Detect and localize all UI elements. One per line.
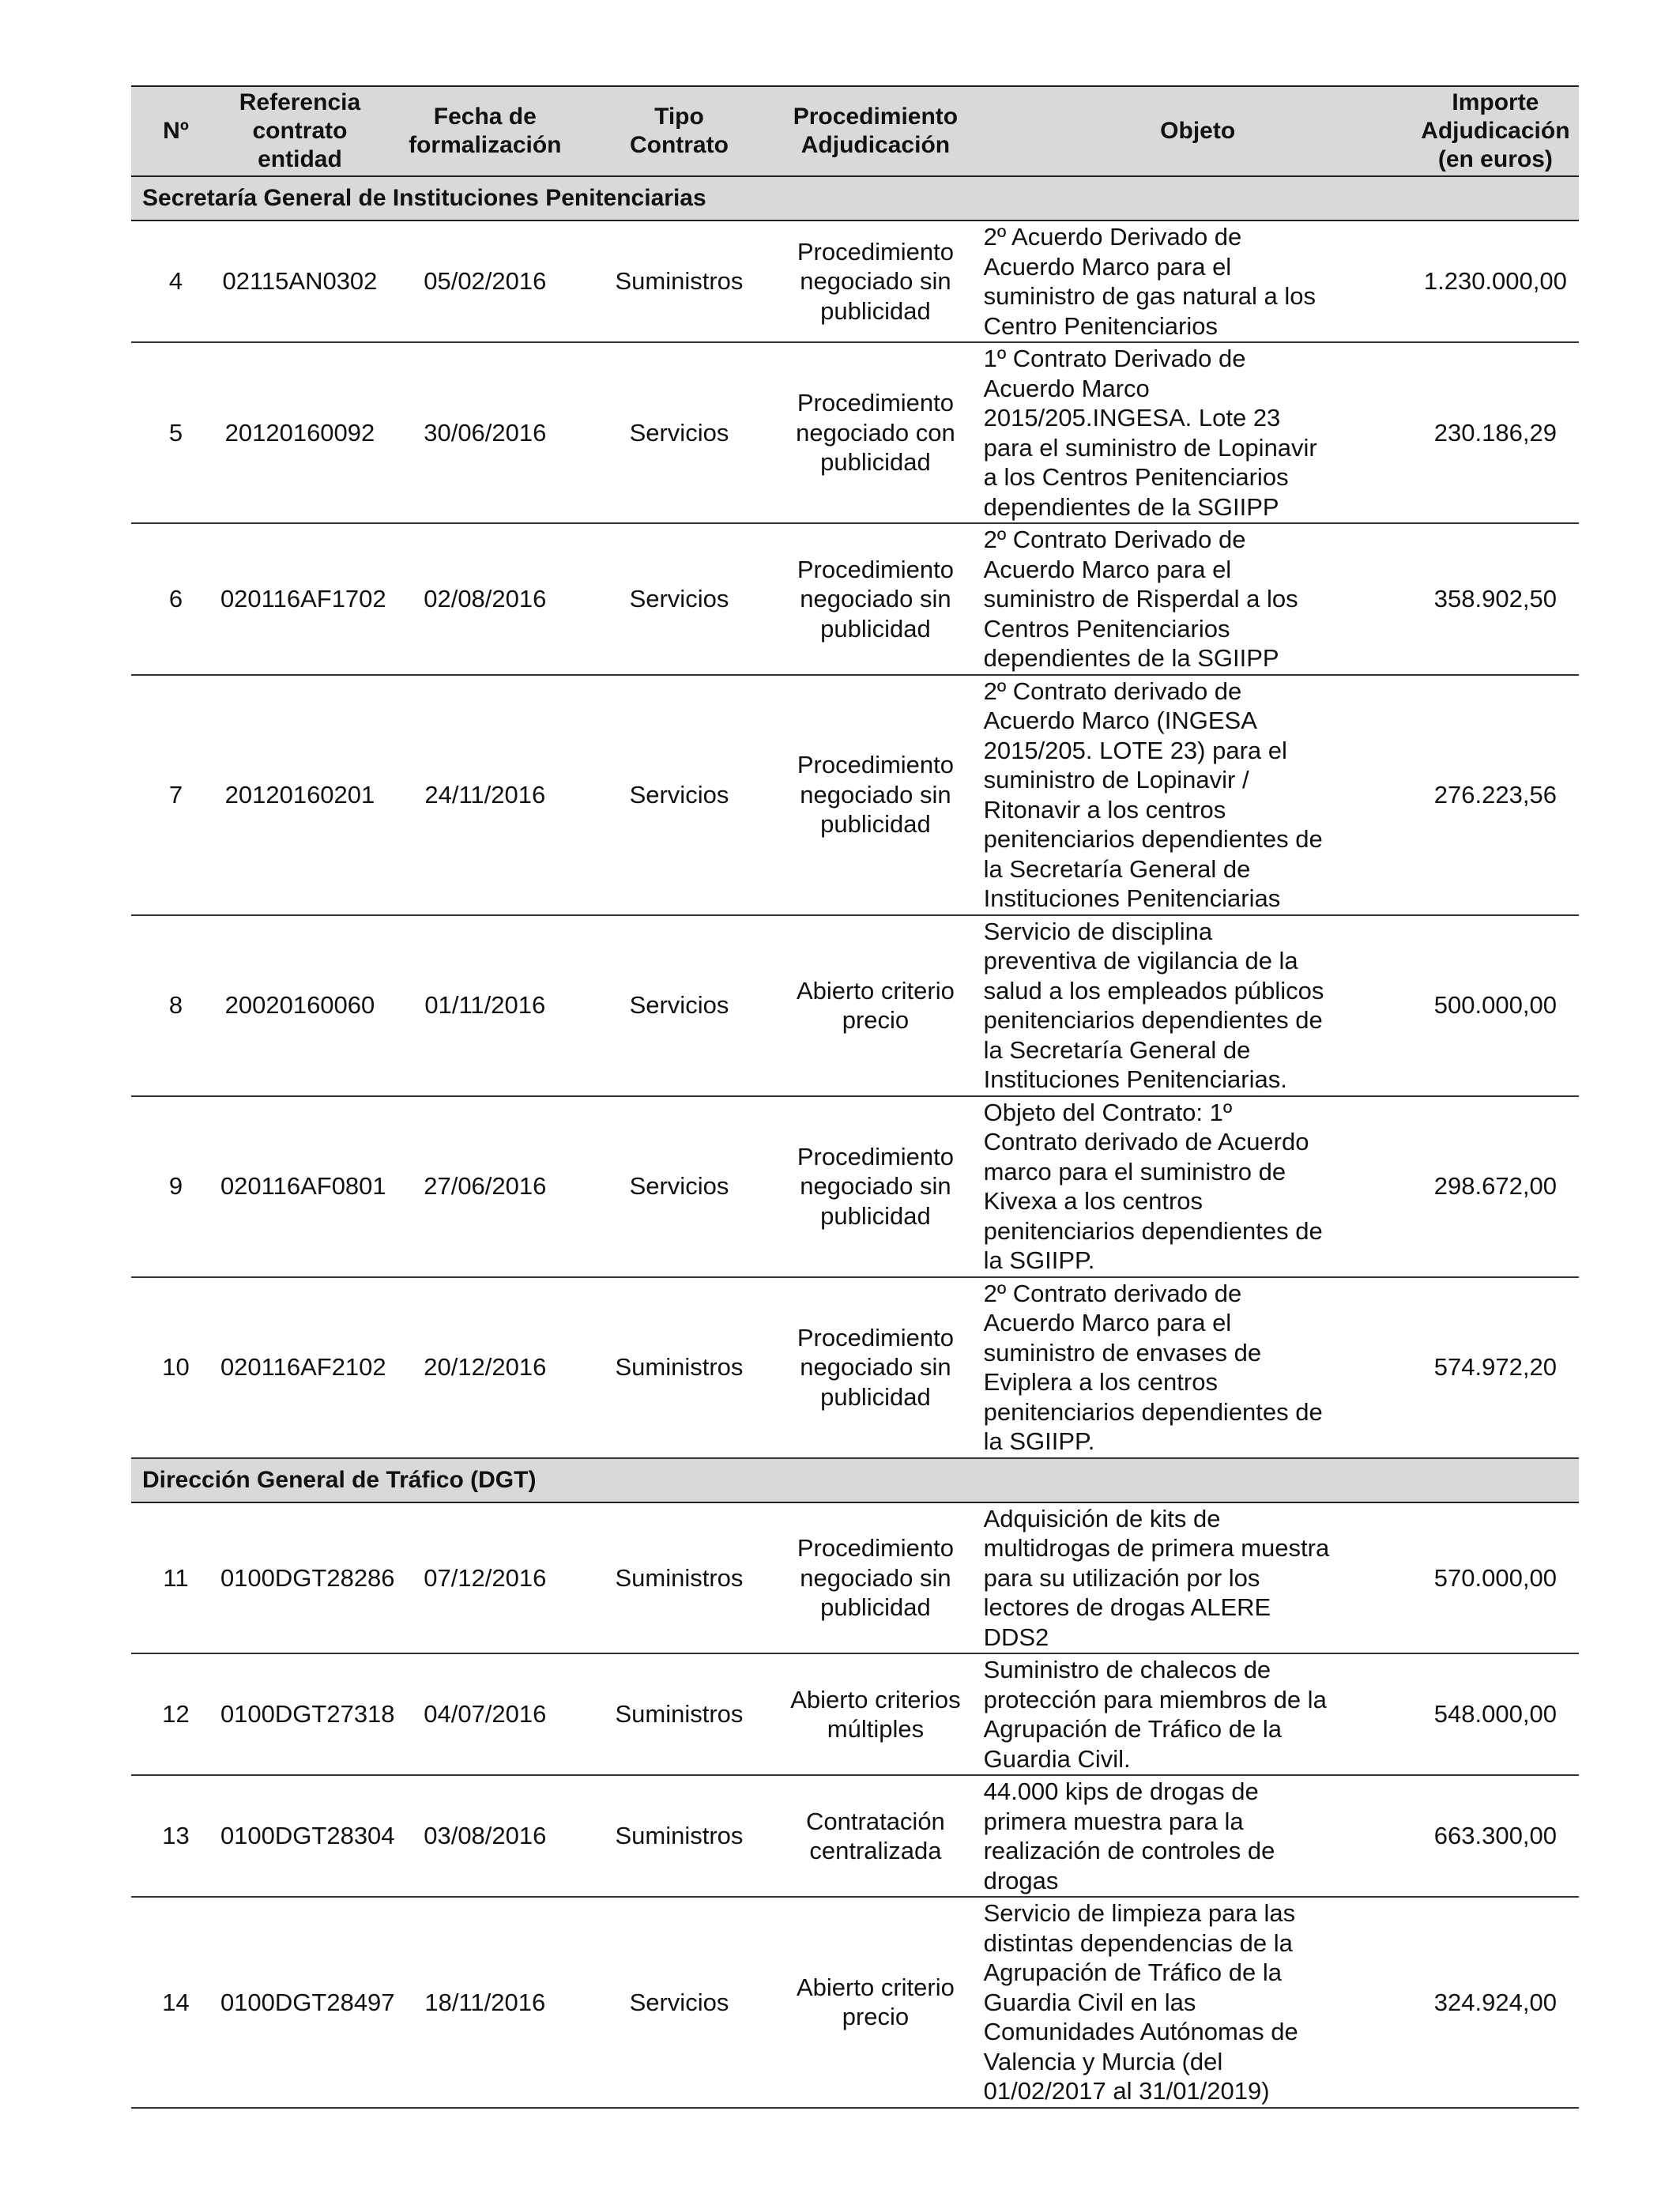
objeto-line: salud a los empleados públicos (983, 976, 1324, 1005)
objeto-line: Comunidades Autónomas de (983, 2018, 1298, 2045)
cell-importe: 298.672,00 (1412, 1096, 1579, 1277)
table-row (131, 342, 1579, 523)
table-row (131, 1897, 1579, 2108)
header-num: Nº (131, 86, 220, 176)
header-fecha-line: Fecha de (433, 104, 537, 130)
procedimiento-line: publicidad (820, 1593, 931, 1621)
objeto-line: marco para el suministro de (983, 1157, 1286, 1186)
objeto-line: Suministro de chalecos de (983, 1656, 1271, 1683)
objeto-line: la SGIIPP. (983, 1427, 1095, 1455)
cell-referencia: 02115AN0302 (220, 221, 379, 342)
objeto-line: 2015/205.INGESA. Lote 23 (983, 404, 1281, 432)
objeto-line: drogas (983, 1866, 1059, 1894)
header-tipo-line: Contrato (629, 132, 729, 158)
cell-referencia: 0100DGT27318 (220, 1653, 379, 1775)
cell-num: 7 (131, 675, 220, 915)
procedimiento-line: publicidad (820, 614, 931, 643)
cell-num: 10 (131, 1277, 220, 1458)
cell-objeto (984, 221, 1412, 342)
table-row (131, 1502, 1579, 1654)
cell-fecha: 04/07/2016 (379, 1653, 591, 1775)
cell-tipo: Servicios (591, 342, 768, 523)
objeto-line: suministro de Lopinavir / (983, 766, 1249, 794)
header-referencia-line: contrato entidad (252, 118, 348, 172)
cell-tipo: Servicios (591, 675, 768, 915)
procedimiento-line: negociado sin (800, 267, 951, 296)
procedimiento-line: negociado sin (800, 585, 951, 613)
cell-referencia: 020116AF1702 (220, 523, 379, 675)
cell-referencia: 0100DGT28304 (220, 1775, 379, 1897)
cell-procedimiento (767, 221, 983, 342)
cell-procedimiento (767, 1096, 983, 1277)
procedimiento-line: precio (842, 2003, 910, 2031)
objeto-line: 2º Acuerdo Derivado de (983, 223, 1242, 251)
cell-fecha: 27/06/2016 (379, 1096, 591, 1277)
table-row (131, 675, 1579, 915)
cell-objeto (984, 915, 1412, 1096)
objeto-line: la Secretaría General de (983, 1035, 1251, 1064)
cell-tipo: Servicios (591, 915, 768, 1096)
objeto-line: dependientes de la SGIIPP (983, 644, 1279, 672)
cell-referencia: 0100DGT28497 (220, 1897, 379, 2108)
table-row (131, 221, 1579, 342)
procedimiento-line: publicidad (820, 1201, 931, 1230)
cell-importe: 500.000,00 (1412, 915, 1579, 1096)
objeto-line: Valencia y Murcia (del (983, 2047, 1223, 2075)
objeto-line: Acuerdo Marco para el (983, 1309, 1232, 1336)
cell-objeto (984, 523, 1412, 675)
cell-procedimiento (767, 1502, 983, 1654)
objeto-line: Kivexa a los centros (983, 1187, 1203, 1215)
objeto-line: lectores de drogas ALERE (983, 1593, 1271, 1621)
header-referencia-line: Referencia (239, 89, 361, 115)
procedimiento-line: Procedimiento (797, 1142, 954, 1171)
cell-fecha: 03/08/2016 (379, 1775, 591, 1897)
cell-tipo: Suministros (591, 221, 768, 342)
objeto-line: 1º Contrato Derivado de (983, 345, 1246, 372)
objeto-line: penitenciarios dependientes de (983, 1216, 1323, 1245)
cell-fecha: 20/12/2016 (379, 1277, 591, 1458)
cell-referencia: 20020160060 (220, 915, 379, 1096)
objeto-line: Guardia Civil en las (983, 1988, 1196, 2016)
procedimiento-line: Procedimiento (797, 1534, 954, 1562)
cell-tipo: Suministros (591, 1775, 768, 1897)
objeto-line: Agrupación de Tráfico de la (983, 1958, 1282, 1986)
cell-num: 12 (131, 1653, 220, 1775)
header-importe-line: Adjudicación (1421, 118, 1570, 144)
procedimiento-line: Procedimiento (797, 1323, 954, 1351)
section-title: Dirección General de Tráfico (DGT) (131, 1458, 1579, 1502)
objeto-line: suministro de gas natural a los (983, 282, 1317, 310)
procedimiento-line: publicidad (820, 296, 931, 325)
objeto-line: Eviplera a los centros (983, 1368, 1218, 1396)
procedimiento-line: negociado sin (800, 1172, 951, 1201)
objeto-line: 44.000 kips de drogas de (983, 1777, 1259, 1805)
header-importe-line: (en euros) (1437, 146, 1553, 172)
objeto-line: protección para miembros de la (983, 1685, 1327, 1713)
cell-procedimiento (767, 915, 983, 1096)
cell-num: 9 (131, 1096, 220, 1277)
procedimiento-line: negociado sin (800, 1353, 951, 1382)
header-importe-line: Importe (1452, 89, 1539, 115)
table-row (131, 915, 1579, 1096)
table-body (131, 176, 1579, 2108)
objeto-line: 01/02/2017 al 31/01/2019) (983, 2077, 1270, 2105)
cell-num: 14 (131, 1897, 220, 2108)
objeto-line: Ritonavir a los centros (983, 795, 1226, 824)
objeto-line: Instituciones Penitenciarias (983, 884, 1281, 912)
cell-num: 13 (131, 1775, 220, 1897)
cell-tipo: Suministros (591, 1277, 768, 1458)
cell-referencia: 20120160092 (220, 342, 379, 523)
cell-objeto (984, 1653, 1412, 1775)
objeto-line: Instituciones Penitenciarias. (983, 1065, 1287, 1093)
procedimiento-line: negociado con (796, 418, 955, 447)
cell-importe: 358.902,50 (1412, 523, 1579, 675)
table-row (131, 1096, 1579, 1277)
procedimiento-line: Procedimiento (797, 237, 954, 266)
procedimiento-line: Contratación (806, 1807, 945, 1835)
cell-referencia: 020116AF2102 (220, 1277, 379, 1458)
cell-tipo: Suministros (591, 1502, 768, 1654)
header-row (131, 86, 1579, 176)
objeto-line: 2º Contrato derivado de (983, 677, 1242, 705)
procedimiento-line: negociado sin (800, 780, 951, 809)
cell-fecha: 18/11/2016 (379, 1897, 591, 2108)
cell-fecha: 30/06/2016 (379, 342, 591, 523)
cell-num: 6 (131, 523, 220, 675)
cell-importe: 663.300,00 (1412, 1775, 1579, 1897)
cell-importe: 548.000,00 (1412, 1653, 1579, 1775)
table-row (131, 1775, 1579, 1897)
procedimiento-line: publicidad (820, 1382, 931, 1411)
procedimiento-line: Abierto criterio (797, 1973, 955, 2001)
cell-importe: 230.186,29 (1412, 342, 1579, 523)
objeto-line: 2015/205. LOTE 23) para el (983, 736, 1287, 764)
cell-tipo: Servicios (591, 1897, 768, 2108)
objeto-line: Agrupación de Tráfico de la (983, 1715, 1282, 1743)
cell-objeto (984, 675, 1412, 915)
objeto-line: Objeto del Contrato: 1º (983, 1098, 1233, 1126)
objeto-line: penitenciarios dependientes de (983, 1006, 1323, 1034)
procedimiento-line: centralizada (809, 1837, 942, 1864)
objeto-line: primera muestra para la (983, 1807, 1244, 1835)
objeto-line: Servicio de limpieza para las (983, 1899, 1296, 1927)
cell-referencia: 0100DGT28286 (220, 1502, 379, 1654)
objeto-line: Guardia Civil. (983, 1744, 1131, 1773)
header-tipo (591, 86, 768, 176)
cell-objeto (984, 342, 1412, 523)
cell-objeto (984, 1897, 1412, 2108)
cell-fecha: 02/08/2016 (379, 523, 591, 675)
header-procedimiento (767, 86, 983, 176)
cell-procedimiento (767, 1897, 983, 2108)
procedimiento-line: precio (842, 1006, 910, 1034)
header-procedimiento-line: Procedimiento (793, 104, 959, 130)
section-row (131, 1458, 1579, 1502)
header-tipo-line: Tipo (654, 104, 704, 130)
header-objeto: Objeto (984, 86, 1412, 176)
cell-referencia: 20120160201 (220, 675, 379, 915)
cell-objeto (984, 1096, 1412, 1277)
objeto-line: Centros Penitenciarios (983, 614, 1230, 643)
header-fecha (379, 86, 591, 176)
cell-importe: 276.223,56 (1412, 675, 1579, 915)
contracts-table (131, 85, 1579, 2109)
objeto-line: Acuerdo Marco (983, 374, 1150, 402)
procedimiento-line: publicidad (820, 810, 931, 839)
objeto-line: penitenciarios dependientes de (983, 825, 1323, 853)
header-procedimiento-line: Adjudicación (800, 132, 951, 158)
cell-objeto (984, 1775, 1412, 1897)
procedimiento-line: múltiples (827, 1715, 925, 1743)
objeto-line: realización de controles de (983, 1837, 1275, 1864)
cell-procedimiento (767, 342, 983, 523)
objeto-line: para su utilización por los (983, 1563, 1260, 1592)
table-row (131, 1653, 1579, 1775)
procedimiento-line: Abierto criterio (797, 976, 955, 1005)
objeto-line: Centro Penitenciarios (983, 311, 1218, 340)
procedimiento-line: Procedimiento (797, 751, 954, 779)
cell-num: 11 (131, 1502, 220, 1654)
objeto-line: Contrato derivado de Acuerdo (983, 1128, 1309, 1155)
objeto-line: dependientes de la SGIIPP (983, 492, 1279, 521)
cell-objeto (984, 1502, 1412, 1654)
procedimiento-line: negociado sin (800, 1563, 951, 1592)
procedimiento-line: Procedimiento (797, 555, 954, 583)
procedimiento-line: Procedimiento (797, 389, 954, 417)
cell-tipo: Servicios (591, 523, 768, 675)
cell-importe: 1.230.000,00 (1412, 221, 1579, 342)
objeto-line: suministro de envases de (983, 1338, 1262, 1367)
objeto-line: la SGIIPP. (983, 1246, 1095, 1274)
cell-procedimiento (767, 1277, 983, 1458)
cell-tipo: Servicios (591, 1096, 768, 1277)
cell-objeto (984, 1277, 1412, 1458)
cell-num: 4 (131, 221, 220, 342)
cell-procedimiento (767, 523, 983, 675)
objeto-line: penitenciarios dependientes de (983, 1397, 1323, 1426)
procedimiento-line: publicidad (820, 448, 931, 477)
objeto-line: multidrogas de primera muestra (983, 1534, 1330, 1562)
objeto-line: DDS2 (983, 1623, 1049, 1651)
cell-importe: 574.972,20 (1412, 1277, 1579, 1458)
header-importe (1412, 86, 1579, 176)
objeto-line: a los Centros Penitenciarios (983, 463, 1289, 491)
objeto-line: para el suministro de Lopinavir (983, 433, 1317, 462)
cell-fecha: 24/11/2016 (379, 675, 591, 915)
cell-importe: 570.000,00 (1412, 1502, 1579, 1654)
section-row (131, 176, 1579, 221)
objeto-line: Acuerdo Marco (INGESA (983, 707, 1257, 734)
cell-procedimiento (767, 1653, 983, 1775)
objeto-line: Servicio de disciplina (983, 917, 1213, 945)
objeto-line: Acuerdo Marco para el (983, 555, 1232, 583)
header-referencia (220, 86, 379, 176)
cell-num: 5 (131, 342, 220, 523)
procedimiento-line: Abierto criterios (790, 1685, 961, 1713)
section-title: Secretaría General de Instituciones Penitenciarias (131, 176, 1579, 221)
table-row (131, 1277, 1579, 1458)
header-fecha-line: formalización (409, 132, 562, 158)
objeto-line: la Secretaría General de (983, 854, 1251, 883)
cell-fecha: 07/12/2016 (379, 1502, 591, 1654)
objeto-line: 2º Contrato derivado de (983, 1279, 1242, 1307)
cell-importe: 324.924,00 (1412, 1897, 1579, 2108)
objeto-line: 2º Contrato Derivado de (983, 526, 1246, 553)
objeto-line: Adquisición de kits de (983, 1504, 1221, 1532)
cell-procedimiento (767, 675, 983, 915)
cell-tipo: Suministros (591, 1653, 768, 1775)
objeto-line: preventiva de vigilancia de la (983, 947, 1298, 974)
cell-fecha: 05/02/2016 (379, 221, 591, 342)
cell-referencia: 020116AF0801 (220, 1096, 379, 1277)
cell-fecha: 01/11/2016 (379, 915, 591, 1096)
cell-procedimiento (767, 1775, 983, 1897)
objeto-line: suministro de Risperdal a los (983, 585, 1298, 613)
objeto-line: distintas dependencias de la (983, 1928, 1293, 1957)
cell-num: 8 (131, 915, 220, 1096)
table-row (131, 523, 1579, 675)
objeto-line: Acuerdo Marco para el (983, 252, 1232, 281)
